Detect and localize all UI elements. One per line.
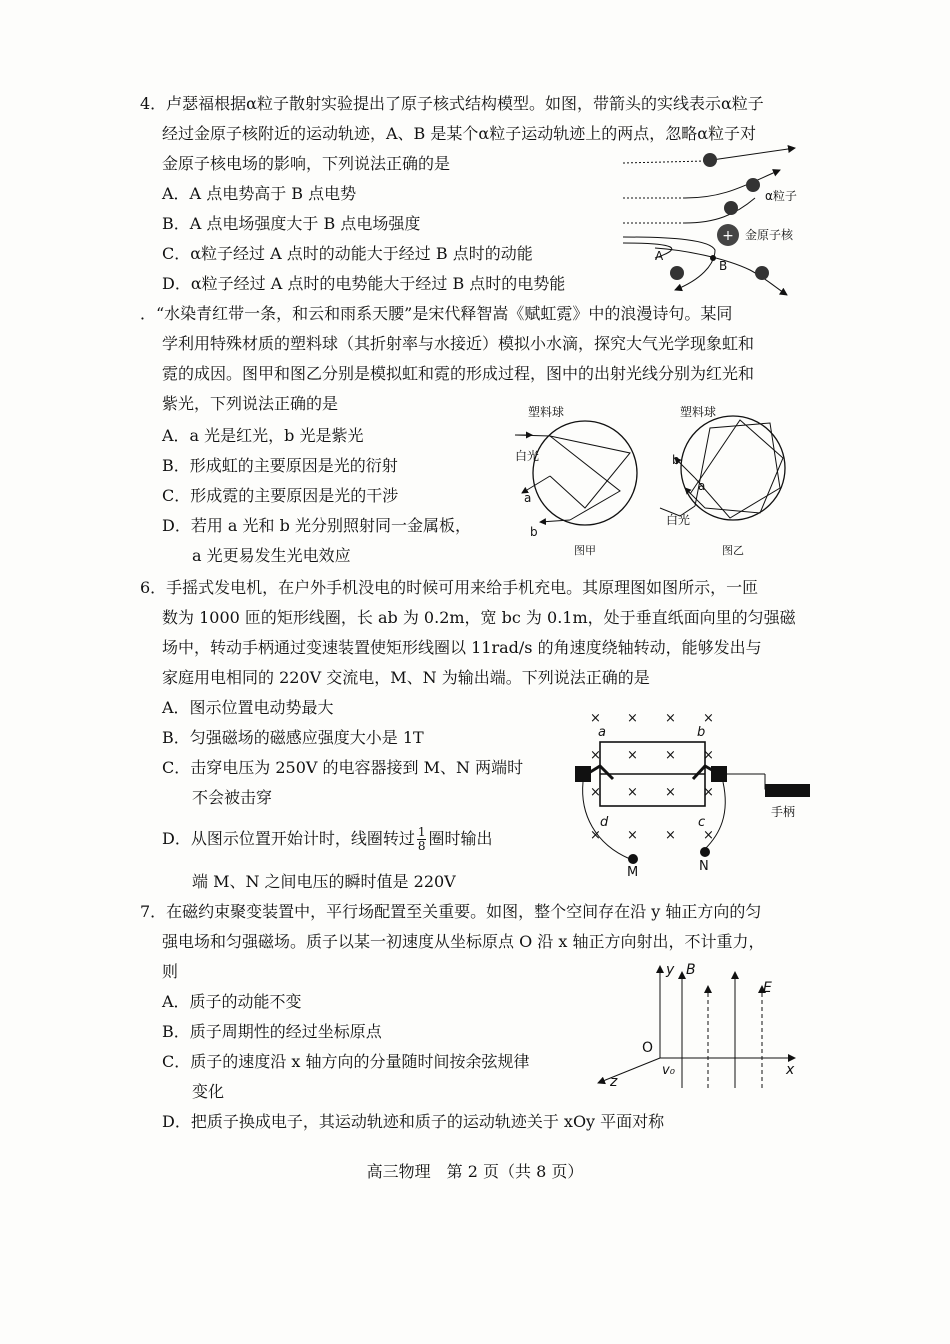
svg-text:×: × [627, 785, 638, 800]
q4-option-a: A．A 点电势高于 B 点电势 [162, 184, 357, 203]
q5-stem-line3: 霓的成因。图甲和图乙分别是模拟虹和霓的形成过程，图中的出射光线分别为红光和 [162, 364, 755, 383]
q6-label-m: M [627, 865, 639, 879]
q6-option-c-line1: C．击穿电压为 250V 的电容器接到 M、N 两端时 [162, 758, 524, 777]
q6-terminal-m [628, 854, 638, 864]
q6-label-d: d [600, 815, 609, 830]
q5-white-light-left: 白光 [515, 449, 540, 463]
svg-text:×: × [590, 785, 601, 800]
svg-text:×: × [627, 711, 638, 726]
q5-stem-line1: ．“水染青红带一条，和云和雨系天腰”是宋代释智嵩《赋虹霓》中的浪漫诗句。某同 [140, 304, 733, 323]
q4-stem-line1: 4．卢瑟福根据α粒子散射实验提出了原子核式结构模型。如图，带箭头的实线表示α粒子 [140, 94, 764, 113]
q4-option-c: C．α粒子经过 A 点时的动能大于经过 B 点时的动能 [162, 244, 533, 263]
q6-handle-bar [765, 784, 810, 797]
q6-option-d-line1 [162, 824, 493, 854]
q5-ray-a-right: a [698, 479, 706, 493]
q4-point-a: A [655, 249, 664, 263]
svg-text:×: × [703, 785, 714, 800]
q7-option-d: D．把质子换成电子，其运动轨迹和质子的运动轨迹关于 xOy 平面对称 [162, 1112, 665, 1131]
q7-option-c-line2: 变化 [192, 1082, 225, 1101]
q7-stem-line3: 则 [162, 962, 179, 981]
svg-text:×: × [703, 828, 714, 843]
q5-ray-b-right: b [672, 453, 680, 467]
q5-caption-jia: 图甲 [574, 544, 596, 557]
q6-option-a: A．图示位置电动势最大 [162, 698, 334, 717]
q5-stem-line4: 紫光，下列说法正确的是 [162, 394, 339, 413]
svg-text:×: × [590, 711, 601, 726]
svg-text:×: × [590, 748, 601, 763]
q4-nucleus-label: 金原子核 [745, 228, 794, 242]
q5-rainbow-figure [510, 398, 810, 563]
q4-scattering-figure [615, 140, 815, 305]
q7-field-figure [590, 958, 805, 1093]
q5-caption-yi: 图乙 [722, 544, 744, 557]
svg-text:×: × [590, 828, 601, 843]
svg-text:×: × [627, 748, 638, 763]
q5-white-light-right: 白光 [666, 513, 691, 527]
q6-label-c: c [698, 815, 706, 830]
q6-fraction-denominator: 8 [417, 839, 426, 853]
q4-stem-line3: 金原子核电场的影响，下列说法正确的是 [162, 154, 451, 173]
svg-text:×: × [627, 828, 638, 843]
q6-generator-figure [555, 704, 815, 879]
q6-fraction-numerator: 1 [417, 825, 426, 839]
q7-label-z: z [610, 1074, 618, 1090]
svg-text:+: + [722, 228, 734, 244]
q7-label-y: y [666, 962, 675, 978]
q5-ray-a-left: a [524, 491, 532, 505]
q4-alpha-label: α粒子 [765, 189, 797, 203]
page-footer: 高三物理 第 2 页（共 8 页） [366, 1162, 584, 1181]
q6-stem-line3: 场中，转动手柄通过变速装置使矩形线圈以 11rad/s 的角速度绕轴转动，能够发出与 [162, 638, 762, 657]
q5-ray-b-left: b [530, 525, 538, 539]
svg-text:×: × [703, 711, 714, 726]
q4-option-b: B．A 点电场强度大于 B 点电场强度 [162, 214, 421, 233]
q7-stem-line1: 7．在磁约束聚变装置中，平行场配置至关重要。如图，整个空间存在沿 y 轴正方向的匀 [140, 902, 762, 921]
q5-option-d: D．若用 a 光和 b 光分别照射同一金属板， [162, 516, 471, 535]
q6-option-d-prefix: D．从图示位置开始计时，线圈转过 [162, 829, 415, 848]
q7-stem-line2: 强电场和匀强磁场。质子以某一初速度从坐标原点 O 沿 x 轴正方向射出，不计重力， [162, 932, 765, 951]
q6-left-brush [575, 766, 591, 782]
q4-stem-line2: 经过金原子核附近的运动轨迹，A、B 是某个α粒子运动轨迹上的两点，忽略α粒子对 [162, 124, 757, 143]
svg-text:×: × [665, 748, 676, 763]
q7-label-x: x [786, 1062, 795, 1078]
q7-label-e: E [763, 980, 772, 996]
q6-fraction [417, 826, 427, 853]
q6-terminal-n [700, 847, 710, 857]
q6-option-d-line2: 端 M、N 之间电压的瞬时值是 220V [192, 872, 456, 891]
q5-option-b: B．形成虹的主要原因是光的衍射 [162, 456, 398, 475]
svg-text:×: × [665, 785, 676, 800]
svg-text:×: × [665, 828, 676, 843]
q4-point-b: B [719, 259, 728, 273]
q7-option-b: B．质子周期性的经过坐标原点 [162, 1022, 382, 1041]
q7-z-axis [598, 1058, 660, 1083]
q6-stem-line4: 家庭用电相同的 220V 交流电，M、N 为输出端。下列说法正确的是 [162, 668, 650, 687]
q7-label-o: O [642, 1040, 654, 1056]
q7-option-c-line1: C．质子的速度沿 x 轴方向的分量随时间按余弦规律 [162, 1052, 530, 1071]
q6-label-b: b [697, 725, 706, 740]
q5-stem-line2: 学利用特殊材质的塑料球（其折射率与水接近）模拟小水滴，探究大气光学现象虹和 [162, 334, 755, 353]
q7-label-b: B [686, 962, 696, 978]
q6-right-brush [711, 766, 727, 782]
q7-option-a: A．质子的动能不变 [162, 992, 302, 1011]
q5-option-d-cont: a 光更易发生光电效应 [192, 546, 351, 565]
q5-option-c: C．形成霓的主要原因是光的干涉 [162, 486, 399, 505]
q6-label-a: a [598, 725, 606, 740]
q5-ball-label-right: 塑料球 [680, 405, 717, 419]
q6-label-n: N [699, 859, 709, 874]
svg-text:×: × [665, 711, 676, 726]
q6-option-b: B．匀强磁场的磁感应强度大小是 1T [162, 728, 424, 747]
q6-option-d-suffix: 圈时输出 [428, 829, 493, 848]
svg-text:×: × [703, 748, 714, 763]
q6-stem-line1: 6．手摇式发电机，在户外手机没电的时候可用来给手机充电。其原理图如图所示，一匝 [140, 578, 759, 597]
q4-option-d: D．α粒子经过 A 点时的电势能大于经过 B 点时的电势能 [162, 274, 566, 293]
q6-handle-label: 手柄 [771, 805, 796, 819]
q5-ball-label-left: 塑料球 [528, 405, 565, 419]
q7-label-v0: v₀ [662, 1063, 675, 1078]
q5-option-a: A．a 光是红光，b 光是紫光 [162, 426, 364, 445]
q6-option-c-line2: 不会被击穿 [192, 788, 273, 807]
q6-stem-line2: 数为 1000 匝的矩形线圈，长 ab 为 0.2m，宽 bc 为 0.1m，处于垂直纸面向里的匀强磁 [162, 608, 796, 627]
